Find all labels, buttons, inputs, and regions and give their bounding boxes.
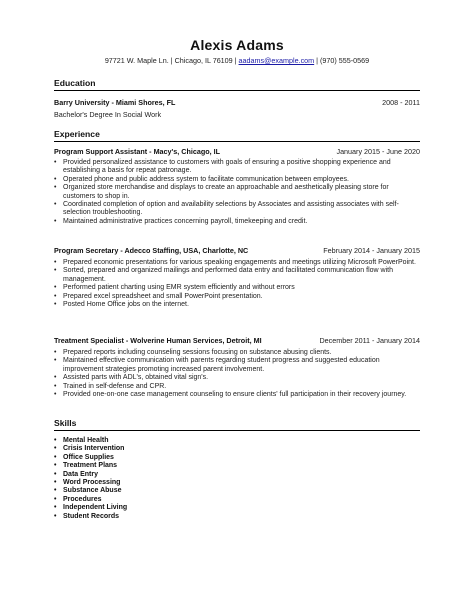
bullet-item: • Provided one-on-one case management counseling to ensure clients' full participation in their recovery journey. [54,391,416,399]
skill-item: • Word Processing [54,479,416,487]
school-name: Barry University - Miami Shores, FL [54,98,176,107]
job-role: Program Secretary - Adecco Staffing, USA, Charlotte, NC [54,246,249,255]
job-bullets [54,349,416,399]
job-role: Program Support Assistant - Macy's, Chicago, IL [54,147,220,156]
bullet-item: • Maintained administrative practices concerning payroll, timekeeping and credit. [54,218,416,226]
bullet-item: • Performed patient charting using EMR system efficiently and without errors [54,284,416,292]
job-dates: February 2014 - January 2015 [323,246,420,255]
bullet-item: • Maintained effective communication with parents regarding student progress and suggested education improvement strategies promoting increased parent involvement. [54,357,416,374]
job-row [54,147,420,156]
skills-list [54,437,416,521]
job-dates: January 2015 - June 2020 [336,147,420,156]
bullet-item: • Prepared excel spreadsheet and small PowerPoint presentation. [54,293,416,301]
contact-line [0,56,474,65]
skill-item: • Student Records [54,513,416,521]
skill-item: • Mental Health [54,437,416,445]
bullet-item: • Provided personalized assistance to customers with goals of ensuring a positive shopping experience and establishing a basis for repeat patronage. [54,159,416,176]
education-dates: 2008 - 2011 [382,98,420,107]
candidate-name: Alexis Adams [190,37,284,53]
bullet-item: • Prepared economic presentations for various speaking engagements and meetings utilizing Microsoft PowerPoint. [54,259,416,267]
phone-text: | (970) 555-0569 [316,56,370,65]
skill-item: • Office Supplies [54,454,416,462]
email-link[interactable]: aadams@example.com [238,56,315,65]
skill-item: • Treatment Plans [54,462,416,470]
job-bullets [54,159,416,226]
bullet-item: • Trained in self-defense and CPR. [54,383,416,391]
skill-item: • Crisis Intervention [54,445,416,453]
bullet-item: • Posted Home Office jobs on the internet. [54,301,416,309]
skill-item: • Data Entry [54,471,416,479]
degree-text: Bachelor's Degree In Social Work [54,110,162,119]
bullet-item: • Coordinated completion of option and availability selections by Associates and assisting associates with self-selection troubleshooting. [54,201,416,218]
education-row [54,98,420,107]
skill-item: • Substance Abuse [54,487,416,495]
bullet-item: • Sorted, prepared and organized mailings and performed data entry and facilitated communication flow with management. [54,267,416,284]
bullet-item: • Assisted parts with ADL's, obtained vital sign's. [54,374,416,382]
skill-item: • Independent Living [54,504,416,512]
job-bullets [54,259,416,309]
skills-heading: Skills [54,418,420,431]
bullet-item: • Organized store merchandise and displays to create an approachable and aesthetically pleasing store for customers to shop in. [54,184,416,201]
address-text: 97721 W. Maple Ln. | Chicago, IL 76109 | [104,56,237,65]
education-heading: Education [54,78,420,91]
bullet-item: • Prepared reports including counseling sessions focusing on substance abusing clients. [54,349,416,357]
job-role: Treatment Specialist - Wolverine Human Services, Detroit, MI [54,336,262,345]
job-dates: December 2011 - January 2014 [319,336,420,345]
job-row [54,246,420,255]
job-row [54,336,420,345]
skill-item: • Procedures [54,496,416,504]
experience-heading: Experience [54,129,420,142]
bullet-item: • Operated phone and public address system to facilitate communication between employees. [54,176,416,184]
